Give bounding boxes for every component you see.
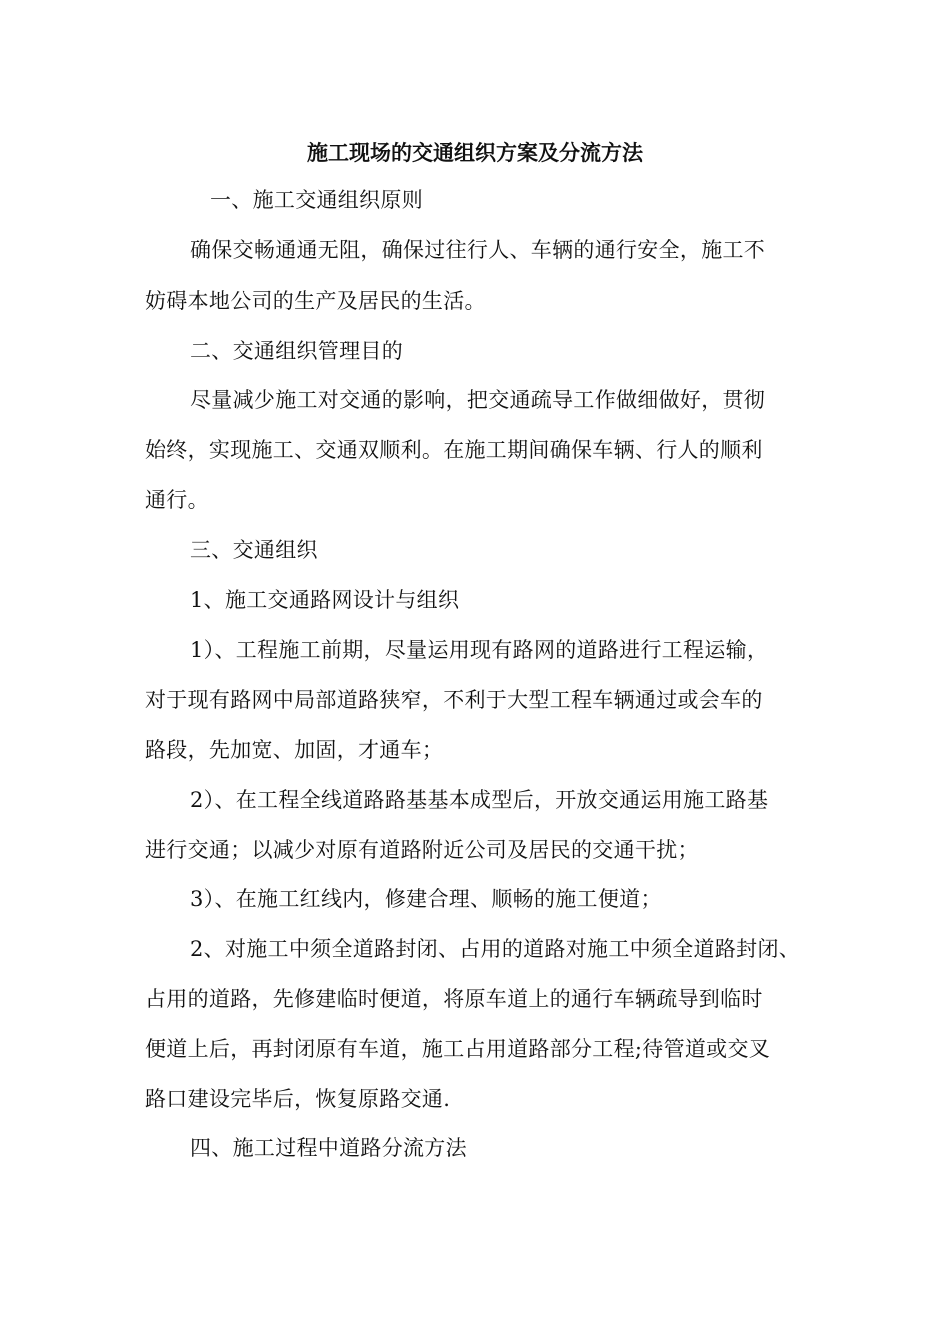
paragraph-line: 路口建设完毕后，恢复原路交通.	[145, 1087, 451, 1111]
paragraph-line: 2）、在工程全线道路路基基本成型后，开放交通运用施工路基	[190, 788, 769, 812]
paragraph-line: 尽量减少施工对交通的影响，把交通疏导工作做细做好，贯彻	[190, 388, 766, 412]
paragraph-line: 占用的道路，先修建临时便道，将原车道上的通行车辆疏导到临时	[145, 987, 763, 1011]
section-heading-4: 四、施工过程中道路分流方法	[190, 1136, 467, 1160]
paragraph-line: 对于现有路网中局部道路狭窄，不利于大型工程车辆通过或会车的	[145, 688, 763, 712]
paragraph-line: 始终，实现施工、交通双顺利。在施工期间确保车辆、行人的顺利	[145, 438, 763, 462]
paragraph-line: 进行交通；以减少对原有道路附近公司及居民的交通干扰；	[145, 838, 699, 862]
section-heading-1: 一、施工交通组织原则	[210, 188, 423, 212]
document-title: 施工现场的交通组织方案及分流方法	[307, 140, 643, 165]
paragraph-line: 确保交畅通通无阻，确保过往行人、车辆的通行安全，施工不	[190, 238, 766, 262]
paragraph-line: 通行。	[145, 488, 209, 512]
paragraph-line: 1）、工程施工前期，尽量运用现有路网的道路进行工程运输，	[190, 638, 769, 662]
paragraph-line: 便道上后，再封闭原有车道，施工占用道路部分工程;待管道或交叉	[145, 1037, 771, 1061]
paragraph-line: 路段，先加宽、加固，才通车；	[145, 738, 444, 762]
section-heading-2: 二、交通组织管理目的	[190, 339, 403, 363]
section-heading-3: 三、交通组织	[190, 538, 318, 562]
paragraph-line: 2、对施工中须全道路封闭、占用的道路对施工中须全道路封闭、	[190, 937, 801, 961]
paragraph-line: 3）、在施工红线内，修建合理、顺畅的施工便道；	[190, 887, 662, 911]
paragraph-line: 妨碍本地公司的生产及居民的生活。	[145, 289, 486, 313]
subsection-heading: 1、施工交通路网设计与组织	[190, 588, 460, 612]
